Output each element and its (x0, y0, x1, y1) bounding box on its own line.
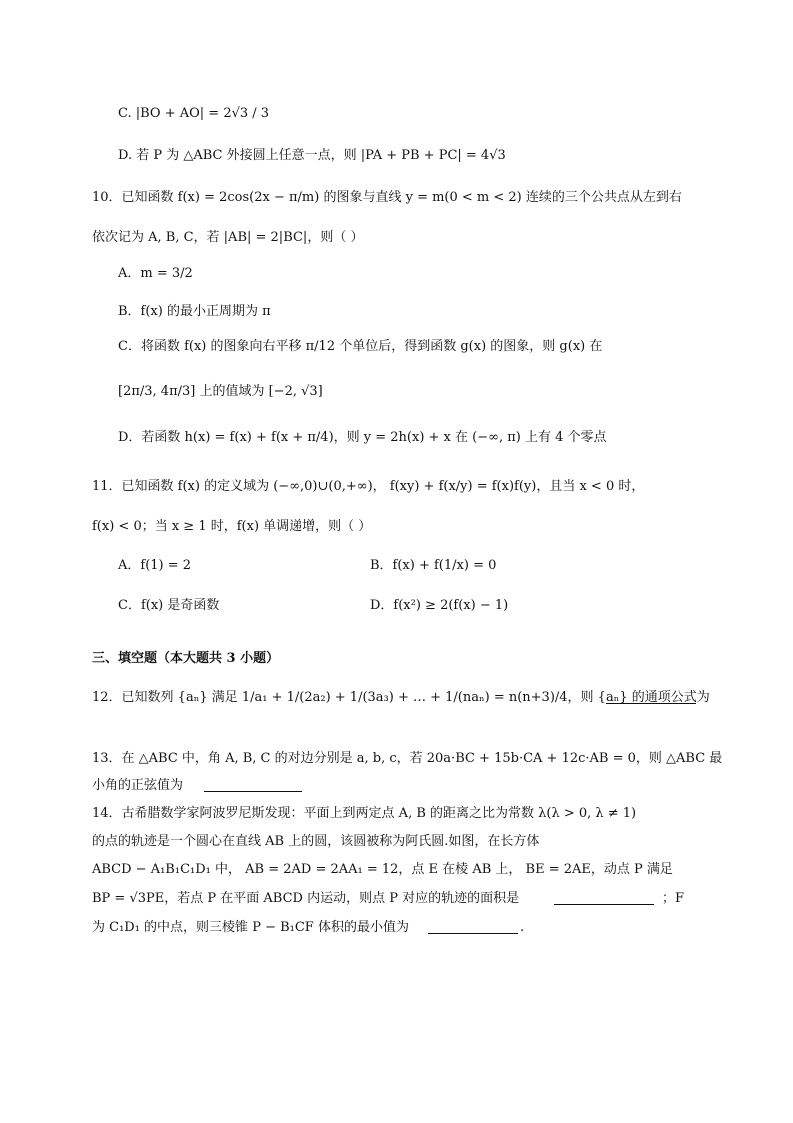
option-d-q11: D．f(x²) ≥ 2(f(x) − 1) (370, 598, 509, 613)
question-14-line3: ABCD − A₁B₁C₁D₁ 中， AB = 2AD = 2AA₁ = 12，点 E 在棱 AB 上， BE = 2AE，动点 P 满足 (92, 862, 673, 877)
answer-blank-q13[interactable] (204, 777, 302, 792)
question-11-line2: f(x) < 0；当 x ≥ 1 时，f(x) 单调递增，则（ ） (92, 519, 372, 534)
option-c-q9: C. |BO + AO| = 2√3 / 3 (118, 106, 270, 121)
question-14-line1: 14．古希腊数学家阿波罗尼斯发现：平面上到两定点 A, B 的距离之比为常数 λ(λ > 0, λ ≠ 1) (92, 806, 637, 821)
option-d-q10: D．若函数 h(x) = f(x) + f(x + π/4)，则 y = 2h(x) + x 在 (−∞, π) 上有 4 个零点 (118, 430, 607, 445)
answer-blank-q14-volume[interactable] (428, 919, 518, 934)
question-12: 12．已知数列 {aₙ} 满足 1/a₁ + 1/(2a₂) + 1/(3a₃) + … + 1/(naₙ) = n(n+3)/4，则 {aₙ} 的通项公式为 (92, 690, 710, 705)
option-c-q11: C．f(x) 是奇函数 (118, 598, 220, 613)
question-14-line5: 为 C₁D₁ 的中点，则三棱锥 P − B₁CF 体积的最小值为 (92, 920, 409, 935)
answer-blank-q12[interactable] (606, 689, 696, 704)
question-10-line1: 10．已知函数 f(x) = 2cos(2x − π/m) 的图象与直线 y = m(0 < m < 2) 连续的三个公共点从左到右 (92, 190, 682, 205)
answer-blank-q14-area[interactable] (554, 890, 654, 905)
question-14-line2: 的点的轨迹是一个圆心在直线 AB 上的圆，该圆被称为阿氏圆.如图，在长方体 (92, 834, 540, 849)
section-3-heading: 三、填空题（本大题共 3 小题） (92, 651, 280, 666)
option-c-q10-line1: C．将函数 f(x) 的图象向右平移 π/12 个单位后，得到函数 g(x) 的图象，则 g(x) 在 (118, 339, 603, 354)
option-b-q10: B．f(x) 的最小正周期为 π (118, 304, 271, 319)
question-14-line5-tail: . (520, 920, 525, 935)
question-14-line4-tail: ；F (662, 891, 685, 906)
option-a-q11: A．f(1) = 2 (118, 558, 192, 573)
option-d-q9: D. 若 P 为 △ABC 外接圆上任意一点，则 |PA + PB + PC| = 4√3 (118, 148, 506, 163)
question-11-line1: 11．已知函数 f(x) 的定义域为 (−∞,0)∪(0,+∞)， f(xy) + f(x/y) = f(x)f(y)，且当 x < 0 时， (92, 479, 645, 494)
question-13-line1: 13．在 △ABC 中，角 A, B, C 的对边分别是 a, b, c，若 20a·BC + 15b·CA + 12c·AB = 0，则 △ABC 最 (92, 751, 723, 766)
option-b-q11: B．f(x) + f(1/x) = 0 (370, 558, 497, 573)
question-14-line4: BP = √3PE，若点 P 在平面 ABCD 内运动，则点 P 对应的轨迹的面积是 (92, 891, 520, 906)
option-c-q10-line2: [2π/3, 4π/3] 上的值域为 [−2, √3] (118, 384, 323, 399)
question-10-line2: 依次记为 A, B, C，若 |AB| = 2|BC|，则（ ） (92, 230, 364, 245)
question-13-line2: 小角的正弦值为 (92, 778, 184, 793)
option-a-q10: A．m = 3/2 (118, 266, 193, 281)
